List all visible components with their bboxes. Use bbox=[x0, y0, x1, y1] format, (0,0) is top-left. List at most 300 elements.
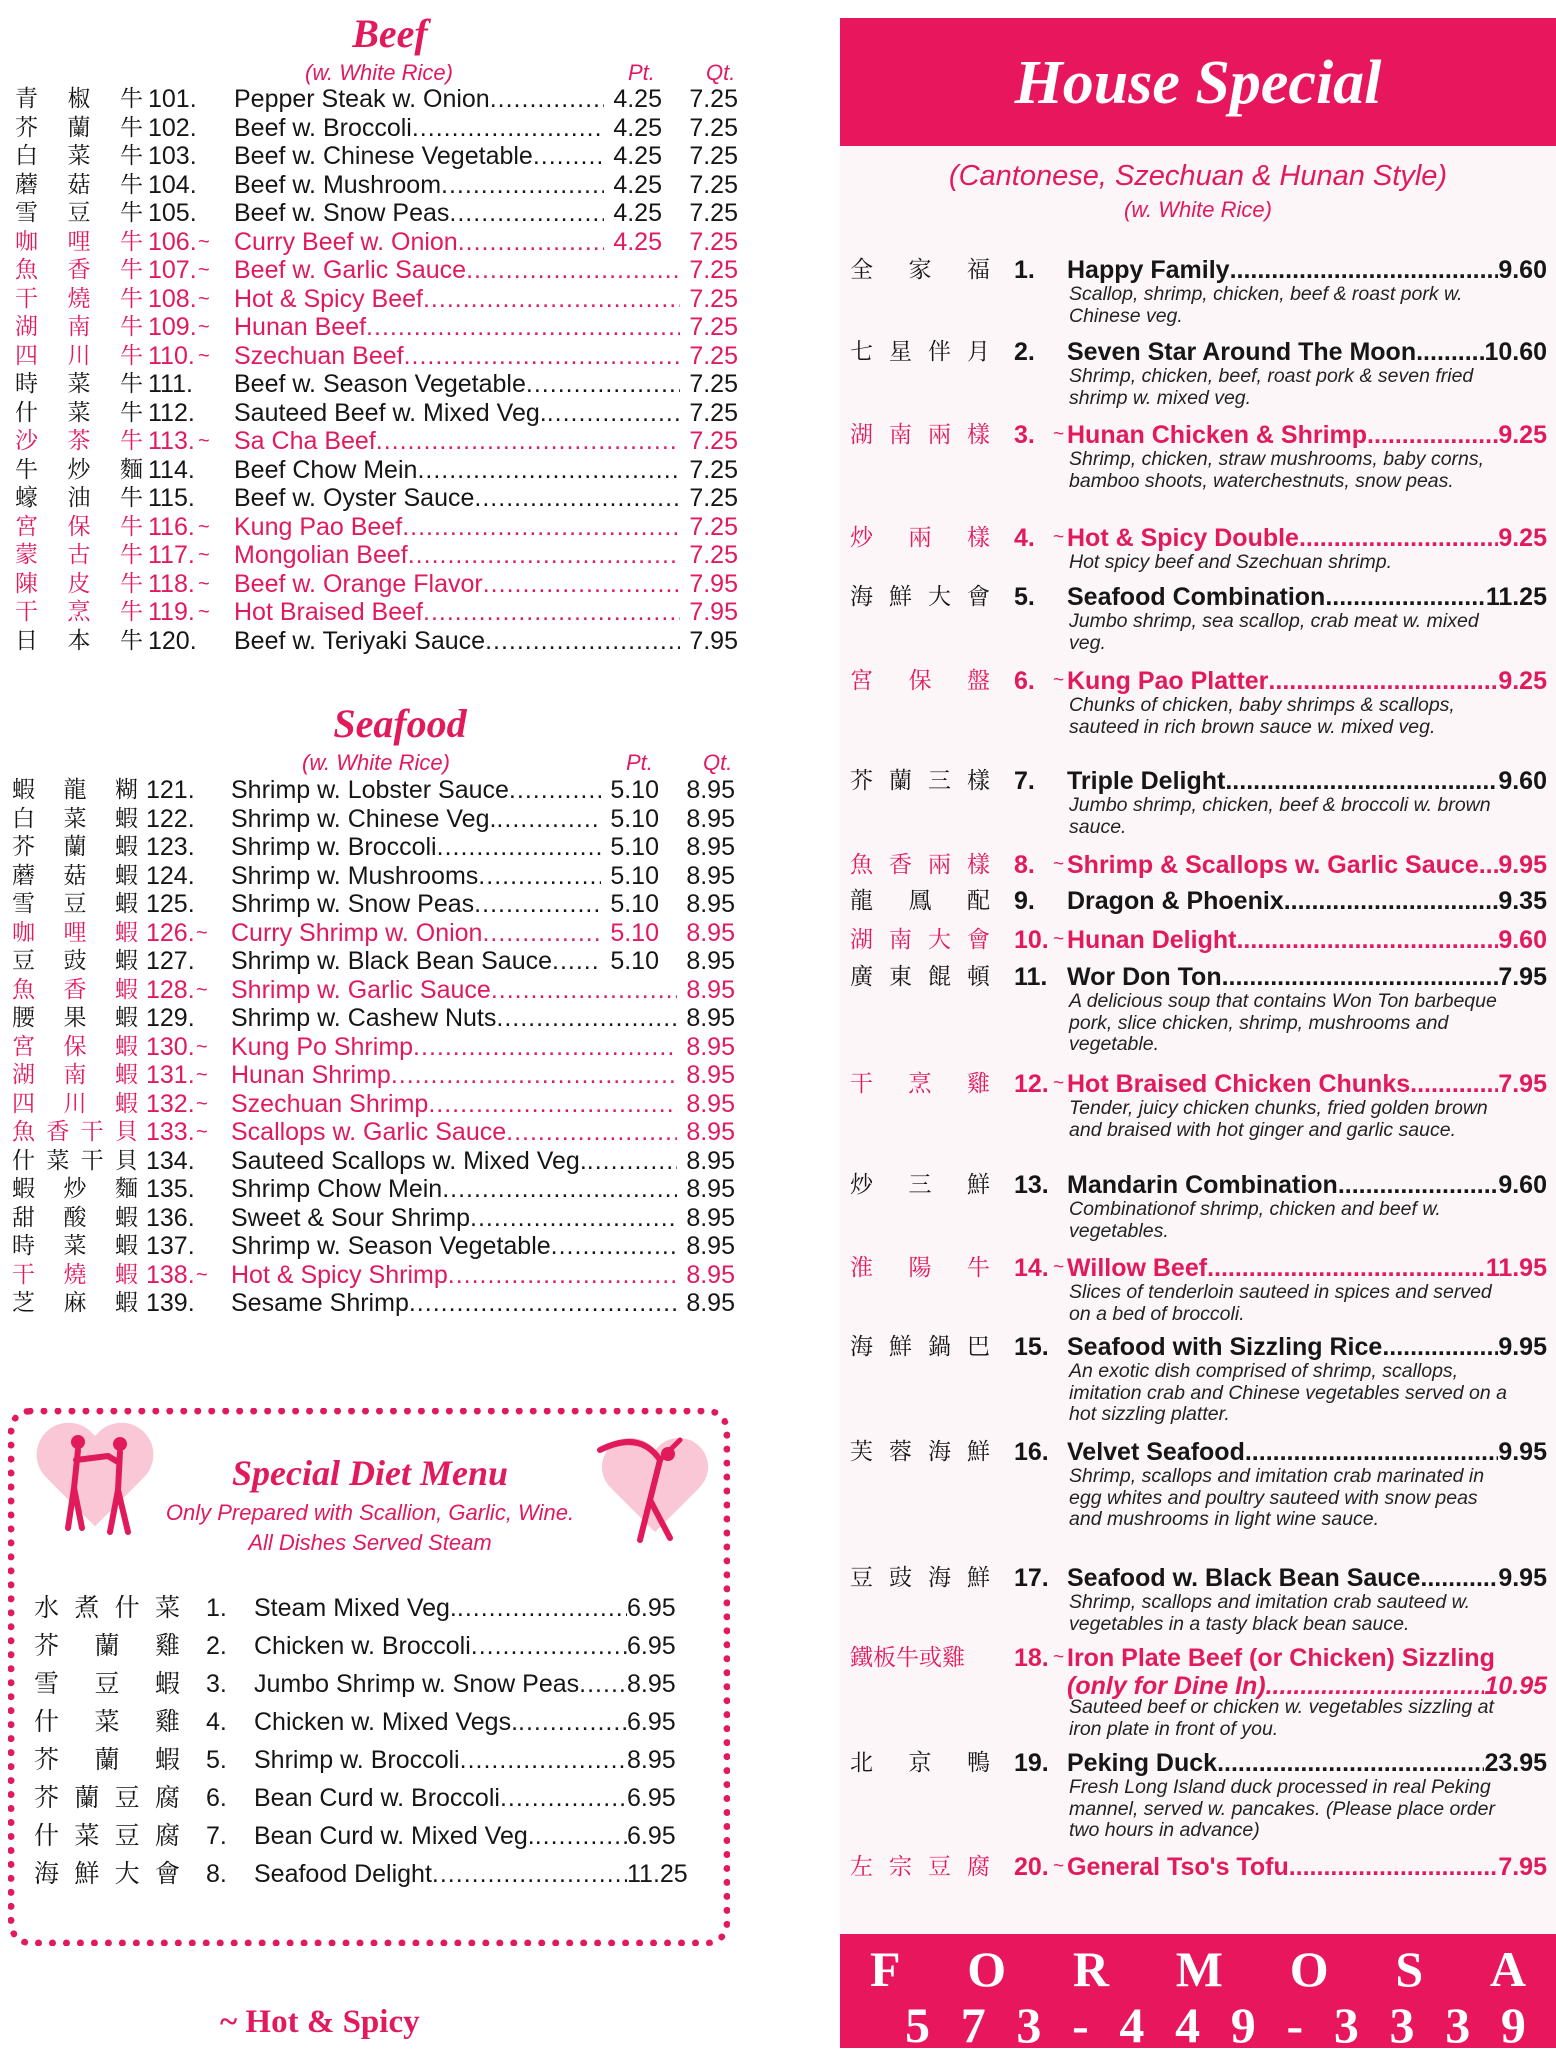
chinese-char: 伴 bbox=[928, 339, 951, 365]
spicy-icon: ~ bbox=[198, 544, 210, 566]
chinese-char: 燒 bbox=[63, 1261, 87, 1288]
item-name-text: Shrimp w. Broccoli bbox=[231, 833, 437, 861]
chinese-char: 菜 bbox=[63, 805, 87, 832]
dot-leader bbox=[448, 1261, 677, 1289]
chinese-char: 芝 bbox=[12, 1290, 35, 1316]
item-name bbox=[231, 1204, 677, 1232]
diet-item-row[interactable] bbox=[0, 1592, 740, 1624]
item-number: 10. bbox=[1014, 926, 1049, 954]
item-name-text: Kung Po Shrimp bbox=[231, 1032, 414, 1061]
price-quart: 7.25 bbox=[689, 284, 738, 313]
seafood-item-row[interactable] bbox=[0, 1061, 760, 1089]
phone-digit: 4 bbox=[1119, 1997, 1145, 2053]
item-number: 15. bbox=[1014, 1333, 1049, 1361]
chinese-name bbox=[34, 1782, 180, 1814]
chinese-name bbox=[850, 1253, 990, 1283]
chinese-char: 芥 bbox=[34, 1631, 60, 1660]
item-name-text: Kung Pao Beef bbox=[234, 512, 403, 541]
item-name-text: Triple Delight bbox=[1067, 767, 1226, 795]
beef-item-row[interactable] bbox=[0, 627, 760, 655]
price-quart: 7.25 bbox=[689, 370, 738, 398]
item-description: An exotic dish comprised of shrimp, scallops, imitation crab and Chinese vegetables served on a hot sizzling platter. bbox=[1069, 1360, 1507, 1425]
beef-item-row[interactable] bbox=[0, 342, 760, 370]
seafood-item-row[interactable] bbox=[0, 1261, 760, 1289]
seafood-item-row[interactable] bbox=[0, 1232, 760, 1260]
chinese-char: 雪 bbox=[34, 1669, 60, 1698]
dot-leader bbox=[1479, 850, 1499, 880]
item-name bbox=[231, 919, 601, 947]
item-name bbox=[1067, 1643, 1547, 1673]
dot-leader bbox=[587, 1147, 677, 1175]
item-name-text: Peking Duck bbox=[1067, 1749, 1218, 1777]
seafood-item-row[interactable] bbox=[0, 776, 760, 804]
price-quart: 8.95 bbox=[686, 1289, 735, 1317]
dot-leader bbox=[506, 1118, 677, 1146]
dot-leader bbox=[423, 598, 680, 626]
chinese-char: 南 bbox=[67, 314, 91, 340]
item-name-text: Bean Curd w. Broccoli bbox=[254, 1784, 500, 1812]
item-name-text: Curry Beef w. Onion bbox=[234, 227, 458, 256]
chinese-char: 蝦 bbox=[115, 1005, 138, 1031]
chinese-char: 什 bbox=[12, 1147, 35, 1174]
spicy-icon: ~ bbox=[196, 921, 208, 944]
diet-item-row[interactable] bbox=[0, 1820, 740, 1852]
item-number: 137. bbox=[146, 1232, 195, 1260]
chinese-name bbox=[850, 582, 990, 612]
item-description: Hot spicy beef and Szechuan shrimp. bbox=[1069, 551, 1393, 573]
chinese-char: 盤 bbox=[967, 668, 990, 694]
item-number: 13. bbox=[1014, 1171, 1049, 1199]
chinese-char: 香 bbox=[67, 257, 91, 283]
chinese-name bbox=[15, 85, 143, 113]
chinese-char: 哩 bbox=[67, 228, 91, 255]
chinese-char: 鴨 bbox=[967, 1750, 990, 1776]
chinese-char: 菜 bbox=[67, 399, 91, 426]
dot-leader bbox=[1416, 337, 1484, 367]
chinese-name bbox=[15, 456, 143, 484]
beef-item-row[interactable] bbox=[0, 456, 760, 484]
item-name-text: Dragon & Phoenix bbox=[1067, 887, 1284, 915]
item-name-text: Seafood Combination bbox=[1067, 583, 1326, 611]
item-number: 134. bbox=[146, 1146, 195, 1175]
item-name bbox=[231, 776, 601, 804]
chinese-char: 干 bbox=[15, 285, 38, 312]
price-quart: 8.95 bbox=[686, 1260, 735, 1289]
diet-item-row[interactable] bbox=[0, 1744, 740, 1776]
beef-item-row[interactable] bbox=[0, 85, 760, 113]
chinese-char: 會 bbox=[154, 1859, 180, 1888]
dot-leader bbox=[441, 171, 604, 199]
item-name-text: Mandarin Combination bbox=[1067, 1171, 1338, 1199]
chinese-char: 菜 bbox=[154, 1593, 180, 1622]
chinese-char: 日 bbox=[15, 627, 38, 654]
chinese-char: 豉 bbox=[889, 1565, 912, 1591]
item-name bbox=[234, 484, 680, 512]
chinese-char: 南 bbox=[63, 1062, 87, 1088]
item-name bbox=[254, 1630, 627, 1662]
chinese-name bbox=[12, 833, 138, 861]
beef-item-row[interactable] bbox=[0, 370, 760, 398]
chinese-char: 青 bbox=[15, 86, 38, 112]
dot-leader bbox=[432, 1858, 627, 1890]
chinese-char: 蘭 bbox=[74, 1783, 100, 1812]
chinese-char: 魚 bbox=[850, 852, 873, 878]
dot-leader bbox=[482, 919, 601, 947]
chinese-char: 會 bbox=[967, 584, 990, 610]
phone-digit: 9 bbox=[1500, 1997, 1526, 2053]
chinese-name bbox=[15, 570, 143, 598]
chinese-name bbox=[12, 1118, 138, 1146]
item-name-text: Sauteed Scallops w. Mixed Veg. bbox=[231, 1146, 587, 1175]
chinese-name bbox=[15, 142, 143, 170]
chinese-char: 保 bbox=[908, 668, 932, 694]
chinese-char: 雪 bbox=[15, 200, 38, 226]
item-name-text: Shrimp w. Mushrooms bbox=[231, 861, 479, 890]
item-name bbox=[231, 1175, 677, 1203]
item-price: 7.95 bbox=[1498, 1070, 1547, 1098]
chinese-char: 蘑 bbox=[12, 862, 35, 889]
seafood-item-row[interactable] bbox=[0, 862, 760, 890]
item-price: 6.95 bbox=[627, 1784, 676, 1812]
chinese-char: 牛 bbox=[120, 570, 143, 597]
dot-leader bbox=[1325, 582, 1485, 612]
chinese-char: 芥 bbox=[850, 768, 873, 794]
seafood-col-qt: Qt. bbox=[703, 750, 733, 775]
item-price: 6.95 bbox=[627, 1594, 676, 1622]
beef-item-row[interactable] bbox=[0, 313, 760, 341]
price-pint: 5.10 bbox=[610, 776, 659, 804]
dot-leader bbox=[417, 456, 680, 484]
item-name-text: Shrimp & Scallops w. Garlic Sauce bbox=[1067, 851, 1479, 879]
item-name-text: Shrimp w. Black Bean Sauce bbox=[231, 947, 552, 975]
chinese-name bbox=[15, 541, 143, 569]
chinese-char: 湖 bbox=[850, 422, 873, 448]
diet-item-row[interactable] bbox=[0, 1782, 740, 1814]
item-name bbox=[254, 1782, 627, 1814]
diet-item-row[interactable] bbox=[0, 1630, 740, 1662]
seafood-item-row[interactable] bbox=[0, 805, 760, 833]
chinese-char: 香 bbox=[63, 976, 87, 1003]
item-name bbox=[234, 199, 604, 227]
chinese-char: 牛 bbox=[120, 627, 143, 654]
chinese-char: 左 bbox=[850, 1854, 873, 1880]
item-name bbox=[1067, 1170, 1547, 1200]
price-pint: 4.25 bbox=[613, 170, 662, 199]
chinese-char: 牛 bbox=[120, 228, 143, 255]
item-description: A delicious soup that contains Won Ton barbeque pork, slice chicken, shrimp, mushrooms and vegetable. bbox=[1069, 990, 1497, 1055]
chinese-char: 蝦 bbox=[115, 891, 138, 917]
beef-item-row[interactable] bbox=[0, 484, 760, 512]
item-name-text: Shrimp w. Broccoli bbox=[254, 1746, 460, 1774]
beef-item-row[interactable] bbox=[0, 541, 760, 569]
chinese-char: 豆 bbox=[850, 1565, 873, 1591]
dot-leader bbox=[402, 513, 680, 541]
item-name bbox=[1067, 1253, 1547, 1283]
phone-digit: 7 bbox=[960, 1997, 986, 2053]
item-number: 126. bbox=[146, 918, 195, 947]
item-name bbox=[231, 890, 601, 918]
seafood-item-row[interactable] bbox=[0, 833, 760, 861]
price-quart: 8.95 bbox=[686, 1232, 735, 1260]
seafood-item-row[interactable] bbox=[0, 947, 760, 975]
seafood-item-row[interactable] bbox=[0, 1118, 760, 1146]
chinese-name bbox=[12, 1204, 138, 1232]
chinese-char: 豆 bbox=[94, 1669, 120, 1698]
chinese-name bbox=[15, 256, 143, 284]
seafood-item-row[interactable] bbox=[0, 1147, 760, 1175]
chinese-char: 烹 bbox=[67, 599, 91, 625]
price-quart: 8.95 bbox=[686, 833, 735, 861]
item-price: 10.60 bbox=[1484, 338, 1547, 366]
item-price: 9.60 bbox=[1498, 256, 1547, 284]
item-name bbox=[1067, 962, 1547, 992]
item-name bbox=[234, 313, 680, 341]
chinese-char: 干 bbox=[15, 599, 38, 625]
dot-leader bbox=[1420, 1563, 1498, 1593]
chinese-char: 保 bbox=[63, 1033, 87, 1060]
chinese-char: 芥 bbox=[34, 1783, 60, 1812]
spicy-icon: ~ bbox=[198, 316, 210, 338]
chinese-char: 兩 bbox=[928, 422, 951, 448]
seafood-item-row[interactable] bbox=[0, 890, 760, 918]
dot-leader bbox=[1289, 1852, 1499, 1882]
chinese-char: 豉 bbox=[63, 948, 87, 974]
item-name-text: Sweet & Sour Shrimp bbox=[231, 1203, 470, 1232]
item-name-text: Hot & Spicy Beef bbox=[234, 284, 423, 313]
chinese-char: 咖 bbox=[12, 919, 35, 946]
price-quart: 8.95 bbox=[686, 1032, 735, 1061]
item-number: 5. bbox=[1014, 583, 1035, 611]
beef-item-row[interactable] bbox=[0, 427, 760, 455]
dot-leader bbox=[366, 313, 680, 341]
chinese-char: 時 bbox=[12, 1233, 35, 1259]
item-name bbox=[231, 862, 601, 890]
seafood-item-row[interactable] bbox=[0, 1033, 760, 1061]
chinese-name bbox=[12, 1033, 138, 1061]
chinese-char: 全 bbox=[850, 257, 873, 283]
chinese-char: 蘭 bbox=[67, 114, 91, 141]
item-name bbox=[1067, 850, 1547, 880]
chinese-char: 海 bbox=[850, 1334, 873, 1360]
chinese-char: 蝦 bbox=[115, 1204, 138, 1231]
price-pint: 4.25 bbox=[613, 199, 662, 227]
chinese-char: 腰 bbox=[12, 1005, 35, 1031]
seafood-item-row[interactable] bbox=[0, 1289, 760, 1317]
chinese-name bbox=[850, 1332, 990, 1362]
seafood-item-row[interactable] bbox=[0, 919, 760, 947]
dot-leader bbox=[458, 228, 604, 256]
diet-note-1: Only Prepared with Scallion, Garlic, Wine. bbox=[165, 1500, 575, 1525]
chinese-char: 牛 bbox=[120, 371, 143, 397]
dot-leader bbox=[533, 142, 604, 170]
chinese-name bbox=[850, 850, 990, 880]
seafood-item-row[interactable] bbox=[0, 976, 760, 1004]
price-pint: 4.25 bbox=[613, 142, 662, 170]
diet-item-row[interactable] bbox=[0, 1858, 740, 1890]
phone-digit: 4 bbox=[1175, 1997, 1201, 2053]
chinese-char: 頓 bbox=[967, 964, 990, 990]
item-number: 124. bbox=[146, 861, 195, 890]
chinese-char: 蝦 bbox=[115, 1290, 138, 1316]
name-letter: M bbox=[1175, 1941, 1223, 1997]
beef-col-pt: Pt. bbox=[628, 60, 655, 85]
beef-item-row[interactable] bbox=[0, 513, 760, 541]
chinese-char: 蝦 bbox=[154, 1745, 180, 1774]
seafood-item-row[interactable] bbox=[0, 1175, 760, 1203]
chinese-name bbox=[12, 976, 138, 1004]
item-number: 102. bbox=[148, 113, 197, 142]
item-price: 9.25 bbox=[1498, 667, 1547, 695]
seafood-item-row[interactable] bbox=[0, 1004, 760, 1032]
house-special-title: House Special bbox=[1014, 49, 1382, 117]
seafood-item-row[interactable] bbox=[0, 1204, 760, 1232]
item-number: 1. bbox=[206, 1594, 227, 1622]
beef-item-row[interactable] bbox=[0, 114, 760, 142]
item-name bbox=[231, 1118, 677, 1146]
chinese-char: 兩 bbox=[908, 525, 932, 551]
item-description: Shrimp, chicken, straw mushrooms, baby corns, bamboo shoots, waterchestnuts, snow peas. bbox=[1069, 448, 1485, 492]
chinese-char: 麻 bbox=[63, 1290, 87, 1316]
price-quart: 8.95 bbox=[686, 975, 735, 1004]
item-name bbox=[231, 1004, 677, 1032]
chinese-char: 會 bbox=[967, 927, 990, 953]
item-name bbox=[1067, 925, 1547, 955]
chinese-char: 巴 bbox=[967, 1334, 990, 1360]
item-number: 132. bbox=[146, 1089, 195, 1118]
beef-item-row[interactable] bbox=[0, 256, 760, 284]
chinese-char: 煮 bbox=[74, 1593, 100, 1622]
chinese-char: 蝦 bbox=[115, 1261, 138, 1288]
beef-item-row[interactable] bbox=[0, 171, 760, 199]
dot-leader bbox=[491, 976, 677, 1004]
chinese-name bbox=[12, 919, 138, 947]
chinese-char: 麵 bbox=[120, 456, 143, 483]
item-name-text: Curry Shrimp w. Onion bbox=[231, 918, 483, 947]
item-name-text: Mongolian Beef bbox=[234, 541, 408, 569]
price-quart: 8.95 bbox=[686, 1089, 735, 1118]
item-number: 138. bbox=[146, 1260, 195, 1289]
item-name bbox=[254, 1744, 627, 1776]
chinese-name bbox=[15, 199, 143, 227]
chinese-name bbox=[850, 766, 990, 796]
item-name-text: Jumbo Shrimp w. Snow Peas bbox=[254, 1670, 580, 1698]
beef-item-row[interactable] bbox=[0, 142, 760, 170]
item-name-text: Beef w. Broccoli bbox=[234, 113, 412, 142]
item-name bbox=[231, 1061, 677, 1089]
chinese-char: 星 bbox=[889, 339, 912, 365]
chinese-char: 牛 bbox=[896, 1645, 919, 1671]
price-quart: 8.95 bbox=[686, 918, 735, 947]
chinese-char: 干 bbox=[12, 1261, 35, 1288]
dot-leader bbox=[535, 1820, 627, 1852]
item-name-text: Shrimp Chow Mein bbox=[231, 1175, 443, 1203]
chinese-char: 大 bbox=[928, 927, 951, 953]
beef-item-row[interactable] bbox=[0, 399, 760, 427]
item-name bbox=[1067, 1437, 1547, 1467]
chinese-char: 豆 bbox=[114, 1783, 140, 1812]
chinese-char: 豆 bbox=[67, 200, 91, 226]
chinese-char: 家 bbox=[908, 257, 932, 283]
chinese-char: 海 bbox=[928, 1565, 951, 1591]
item-name bbox=[1067, 337, 1547, 367]
price-quart: 7.25 bbox=[689, 313, 738, 341]
chinese-char: 京 bbox=[908, 1750, 932, 1776]
chinese-char: 茶 bbox=[67, 428, 91, 454]
beef-item-row[interactable] bbox=[0, 598, 760, 626]
item-description: Slices of tenderloin sauteed in spices and served on a bed of broccoli. bbox=[1069, 1281, 1492, 1325]
chinese-char: 腐 bbox=[154, 1783, 180, 1812]
dot-leader bbox=[1230, 255, 1499, 285]
item-name-text: Sa Cha Beef bbox=[234, 427, 376, 455]
item-price: 23.95 bbox=[1484, 1749, 1547, 1777]
spicy-icon: ~ bbox=[196, 1035, 208, 1058]
item-description: Combinationof shrimp, chicken and beef w. vegetables. bbox=[1069, 1198, 1441, 1242]
item-number: 3. bbox=[206, 1670, 227, 1698]
item-price: 9.25 bbox=[1498, 421, 1547, 449]
chinese-name bbox=[850, 1437, 990, 1467]
item-price: 9.60 bbox=[1498, 926, 1547, 954]
item-number: 110. bbox=[148, 341, 195, 370]
chinese-name bbox=[15, 598, 143, 626]
seafood-item-row[interactable] bbox=[0, 1090, 760, 1118]
item-name bbox=[1067, 666, 1547, 696]
chinese-char: 廣 bbox=[850, 964, 873, 990]
beef-item-row[interactable] bbox=[0, 199, 760, 227]
chinese-char: 板 bbox=[873, 1645, 896, 1671]
chinese-char: 月 bbox=[967, 339, 990, 365]
chinese-name bbox=[12, 1090, 138, 1118]
chinese-name bbox=[34, 1630, 180, 1662]
beef-item-row[interactable] bbox=[0, 285, 760, 313]
item-name bbox=[254, 1820, 627, 1852]
item-number: 117. bbox=[148, 541, 195, 569]
chinese-char: 什 bbox=[15, 399, 38, 426]
chinese-char: 鍋 bbox=[928, 1334, 951, 1360]
item-number: 8. bbox=[206, 1860, 227, 1888]
item-name-text: Beef w. Garlic Sauce bbox=[234, 256, 467, 284]
item-number: 139. bbox=[146, 1289, 195, 1317]
beef-item-row[interactable] bbox=[0, 228, 760, 256]
chinese-name bbox=[15, 427, 143, 455]
price-quart: 7.25 bbox=[689, 455, 738, 484]
chinese-name bbox=[12, 805, 138, 833]
price-quart: 7.25 bbox=[689, 484, 738, 512]
phone-digit: 3 bbox=[1389, 1997, 1415, 2053]
beef-item-row[interactable] bbox=[0, 570, 760, 598]
chinese-char: 龍 bbox=[63, 777, 87, 803]
item-number: 8. bbox=[1014, 851, 1035, 879]
item-name bbox=[254, 1592, 627, 1624]
item-name bbox=[234, 142, 604, 170]
item-name-text: Szechuan Beef bbox=[234, 341, 404, 370]
price-quart: 8.95 bbox=[686, 776, 735, 804]
item-number: 109. bbox=[148, 313, 197, 341]
item-number: 12. bbox=[1014, 1070, 1049, 1098]
item-number: 116. bbox=[148, 512, 195, 541]
chinese-char: 四 bbox=[15, 342, 38, 369]
chinese-name bbox=[850, 666, 990, 696]
diet-note-2: All Dishes Served Steam bbox=[248, 1530, 492, 1555]
diet-item-row[interactable] bbox=[0, 1706, 740, 1738]
diet-item-row[interactable] bbox=[0, 1668, 740, 1700]
dot-leader bbox=[391, 1061, 677, 1089]
item-description: Jumbo shrimp, sea scallop, crab meat w. mixed veg. bbox=[1069, 610, 1479, 654]
item-price: 7.95 bbox=[1498, 1853, 1547, 1881]
item-name bbox=[231, 1033, 677, 1061]
chinese-char: 蝦 bbox=[115, 1062, 138, 1088]
chinese-char: 蝦 bbox=[115, 1233, 138, 1259]
chinese-name bbox=[34, 1706, 180, 1738]
